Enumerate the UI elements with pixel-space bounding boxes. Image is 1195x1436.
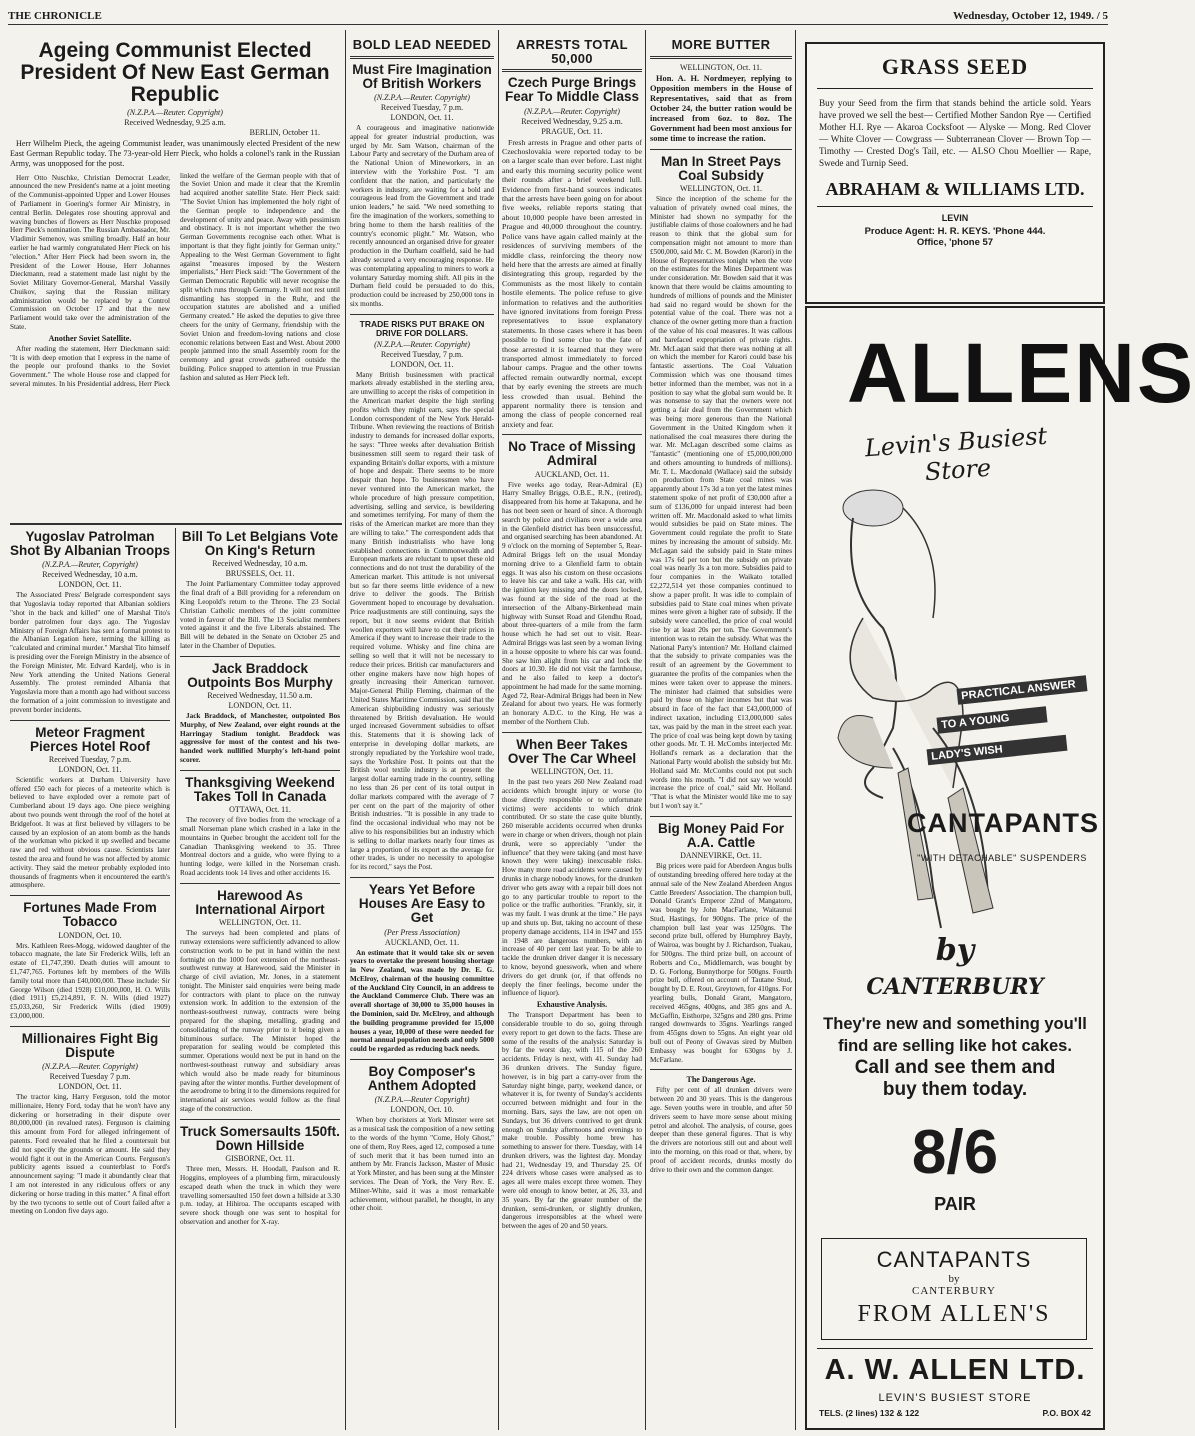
ad-by: by <box>935 933 975 968</box>
article-belgians <box>180 530 340 651</box>
article-harewood <box>180 889 340 1114</box>
dateline: OTTAWA, Oct. 11. <box>229 805 291 815</box>
beer-body-3: Fifty per cent of all drunken drivers were between 20 and 30 years. This is the dangerous age. Seven youths were in trouble, and after 50 drivers seem to have more sense about mixing petrol and alcohol. The analysis, of course, goes deeper than these general figures. That is why the drivers are notorious still out and about well into the morning, on this road or that, where, by proof of accident records, drunks mostly do drive to their own and the common danger. <box>650 1086 792 1174</box>
subhead: Exhaustive Analysis. <box>536 1000 608 1010</box>
pitch-line: buy them today. <box>882 1079 1028 1100</box>
dateline: DANNEVIRKE, Oct. 11. <box>680 851 762 861</box>
body: Big prices were paid for Aberdeen Angus bulls of outstanding breeding offered here today at the annual sale of the New Zealand Aberdeen Angus Cattle Breeders' Association. The champion bull, Donald Grant's Emperor 22nd of Mangatoro, was bought by John MacFarlane, Waitaunui Stud, Hastings, for 900gns. The price of the champion bull last year was 1250gns. The second prize bull, offered by Humphrey Bayly, of Wairoa, was bought by J. Richardson, Tuakau, for 500gns. The third prize bull, on account of Roberts and Co., Middlemarch, was bought by D. G. Forlong, Bunnythorpe for 500gns. Fourth prize bull, offered on account of Tautane Stud, bought by D. E. Rout, Greytown, for 410gns. For yearling bulls, Donald Grant, Mangatoro, received 465gns, 400gns, and 385 gns and A. McGaffin, Eisthorpe, 325gns and 280 gns. Prime ranged downwards to 35gns. Yearlings ranged from 455gns down to 55gns. An eight year old bull out of Peony of Gwavas sired by Mulben Embassy was bought for 630gns by J. McFarlane. <box>650 862 792 1064</box>
dateline: LONDON, Oct. 10. <box>58 930 122 940</box>
headline: Yugoslav Patrolman Shot By Albanian Troops <box>10 529 171 559</box>
dateline: LONDON, Oct. 10. <box>390 1105 454 1115</box>
column-rule <box>345 30 346 1430</box>
middle-column <box>350 38 494 1430</box>
pitch-line: They're new and something you'll <box>823 1015 1087 1033</box>
ad-box <box>821 1238 1087 1340</box>
credit: (N.Z.P.A.—Reuter. Copyright) <box>127 108 223 118</box>
headline: Millionaires Fight Big Dispute <box>21 1030 159 1060</box>
box-by: by <box>948 1273 960 1285</box>
credit: (N.Z.P.A.—Reuter. Copyright) <box>374 339 470 349</box>
ad-unit: PAIR <box>934 1194 976 1214</box>
pitch-line: Call and see them and <box>854 1057 1056 1078</box>
body: An estimate that it would take six or seven years to overtake the present housing shortage in New Zealand, was made by Dr. E. G. McElroy, chairman of the housing committee of the Auckland City Council, in an address to the Auckland Commerce Club. There was an overall shortage of 30,000 to 35,000 houses in the Dominion, said Dr. McElroy, and although the building programme provided for 15,000 houses a year, 10,000 of these were needed for normal annual population needs and only 5000 could be regarded as reducing back needs. <box>350 948 494 1054</box>
headline: Ageing Communist Elected President Of New East German Republic <box>20 39 330 107</box>
article-fortunes <box>10 901 170 1021</box>
received: Received Tuesday, 7 p.m. <box>380 349 464 359</box>
body-continued: After reading the statement, Herr Dieckmann said: "It is with deep emotion that I express in the name of the people our profound thanks to the Soviet Government." The whole House rose and clapped for several minutes. In his Presidential address, Herr Pieck linked the welfare of the German people with that of the Soviet Union and made it clear that the Kremlin had acquired another satellite State. Herr Pieck said: "The Soviet Union has implemented the holy right of the German people to independence and the development of unity and peace. Away with pessimism and obstinacy. It is not important whether the two German Governments recognise each other. What is important is that they fight jointly for German unity." Appealing to the West German Government to fight against "measures imposed by the Western imperialists," Herr Pieck said: "The Government of the German Democratic Republic will never recognise the split which runs through Germany. It will not rest until dismantling has stopped in the Ruhr, and the occupation statutes are abolished and a unified Germany created." He asked the deputies to give three cheers for the unity of Germany, friendship with the Soviet Union and freedom-loving nations and close economic relations between East and West. About 2000 people jammed into the small Assembly room for the ceremony and great crowds gathered outside the building. Police snapped to attention in true Prussian fashion and saluted as Herr Pieck left. <box>10 171 340 389</box>
banner-line: TO A YOUNG <box>936 706 1047 733</box>
dateline: LONDON, Oct. 11. <box>58 580 122 590</box>
ad-office: Office, 'phone 57 <box>916 237 994 248</box>
ad-title: GRASS SEED <box>881 54 1029 79</box>
box-maker: CANTERBURY <box>912 1285 996 1297</box>
paper-name: THE CHRONICLE <box>8 10 102 22</box>
box-from: FROM ALLEN'S <box>857 1301 1051 1327</box>
column-rule <box>498 30 499 1430</box>
body: In the past two years 260 New Zealand road accidents which brought injury or worse (to those directly responsible or to unfortunate victims) were accidents to which drink contributed. Or so state the case quite bluntly, 260 miserable accidents occurred when drunks were in charge or when drivers, though not plain drunk, were so appreciably "under the influence" that they were taking (and most have known they were taking) inexcusable risks. How many more road accidents were caused by drunks in charge nobody knows, for the drunken driver who gets away with a repair bill does not go to any particular trouble to report to the police or the traffic authorities. "Frankly, sir, it was my fault. I was drunk at the time." He pays up and shuts up. But, taking no account of these property damage accidents, 114 in 1947 and 155 in 1948 are dangerous numbers, with an increase of 40 per cent last year. To be able to tackle the drunken driver danger it is necessary to know, beyond guesswork, when and where drivers do get drunk (or, if that offends no deeply the finer feelings, become under the influence of liquor). <box>502 778 642 998</box>
received: Received Wednesday, 10 a.m. <box>42 570 138 580</box>
kicker: ARRESTS TOTAL 50,000 <box>516 37 628 66</box>
dateline: LONDON, Oct. 11. <box>58 1082 122 1092</box>
body: When boy choristers at York Minster were set as a musical task the composition of a new setting to the words of the hymn "Come, Holy Ghost," one of them, Roy Rees, aged 12, composed a tune of such merit that it has been turned into an anthem by Mr. Francis Jackson, Master of Music at York Minster, and has been sung at the Minster services. The Dean of York, the Very Rev. E. Milner-White, said it was a most remarkable achievement, without parallel, he thought, in any other choir. <box>350 1116 494 1213</box>
czech-column <box>502 38 642 1430</box>
received: Received Tuesday, 7 p.m. <box>48 754 132 764</box>
headline: Big Money Paid For A.A. Cattle <box>657 820 784 850</box>
received: Received Wednesday, 11.50 a.m. <box>207 691 313 701</box>
ad-maker: CANTERBURY <box>866 974 1044 1000</box>
ad-store: A. W. ALLEN LTD. <box>824 1354 1086 1386</box>
kicker: BOLD LEAD NEEDED <box>352 37 492 52</box>
headline: TRADE RISKS PUT BRAKE ON DRIVE FOR DOLLARS. <box>359 318 485 338</box>
credit: (N.Z.P.A.—Reuter. Copyright) <box>374 92 470 102</box>
body-continued: The Transport Department has been to considerable trouble to do so, going through every report to get down to the facts. These are some of the results of the analysis: Saturday is by far the worst day, with 115 of the 260 accidents. Friday is next, with 41. Sunday had 36 drunken drivers. The Sunday figure, however, is in big part a carry-over from the Saturday night binge, party, weekend dance, or whatever it is, for twenty of Sunday's accidents occurred between midnight and four in the morning. Bars, says the law, are not open on Sundays, but 36 drivers contrived to get drunk enough on Sunday afternoons and evenings to make trouble. Possibly home brew has something to answer for there. Tuesday, with 14 drunken drivers, was the lightest day. Monday had 21, Wednesday 19, and Thursday 25. Of 224 drivers whose cases were analysed as to ages all were males except three women. They were old enough to know better, at 26, 33, and 35 years. By far the greater number of the drunken, semi-drunken, or slightly drunken, dangerous irresponsibles at the wheel were between the ages of 20 and 50 years. <box>502 1011 642 1231</box>
ad-text: Buy your Seed from the firm that stands behind the article sold. Years have proved we sell the best— Certified Mother Sandon Rye — Certified Mother H.I. Rye — Akaroa Cocksfoot — Alyske — Mong. Red Clover — White Clover — Cowgrass — Subterranean Clover — Brown Top — Timothy — Crested Dog's Tail, etc. — ALSO Chou Moellier — Rape, Swede and Turnip Seed. <box>819 98 1091 168</box>
article-arrests <box>502 38 642 429</box>
left-column-a <box>10 530 170 1430</box>
dateline: WELLINGTON, Oct. 11. <box>531 767 613 777</box>
received: Received Tuesday, 7 p.m. <box>380 102 464 112</box>
ad-price: 8/6 <box>911 1118 999 1187</box>
ad-po-box: P.O. BOX 42 <box>1042 1408 1091 1418</box>
headline: Fortunes Made From Tobacco <box>23 900 157 930</box>
column-rule <box>645 30 646 1430</box>
headline: No Trace of Missing Admiral <box>508 439 636 469</box>
banner-line: LADY'S WISH <box>927 735 1068 766</box>
article-millionaires <box>10 1032 170 1217</box>
lead-paragraph: Herr Wilhelm Pieck, the ageing Communist leader, was unanimously elected President of the new East German Republic today. The 73-year-old Herr Pieck, who holds a colonel's rank in the Russian Army, was unopposed for the post. <box>10 139 340 168</box>
article-admiral <box>502 440 642 727</box>
masthead <box>8 10 1108 25</box>
ad-store-tag: LEVIN'S BUSIEST STORE <box>878 1392 1032 1404</box>
article-beer <box>502 738 642 1231</box>
headline: Meteor Fragment Pierces Hotel Roof <box>29 724 151 754</box>
body: A courageous and imaginative nationwide appeal for greater industrial production, was urged by Mr. Sam Watson, chairman of the Labour Party and secretary of the Durham area of the National Union of Mineworkers, in an interview with the Yorkshire Post. "I am confident that the nation, and particularly the workers in industry, are waiting for a bold and courageous lead from the Government and trade union leaders," he said. "We need something to fire the imagination of the workers, something to bring home to them the harsh realities of the country's economic plight." Mr. Watson, who recently announced an organised drive for greater production in the Durham coalfield, said he had already secured a very encouraging response. He was contemplating appealing to miners to work a voluntary Saturday morning shift. All pits in the Durham field could be persuaded to do this, production could be increased by 250,000 tons in six months. <box>350 123 494 308</box>
credit: (N.Z.P.A.—Reuter, Copyright) <box>42 560 138 570</box>
ad-product: CANTAPANTS <box>907 808 1099 838</box>
ad-feature: "WITH DETACHABLE" SUSPENDERS <box>917 853 1087 863</box>
body: The Joint Parliamentary Committee today approved the final draft of a Bill providing for a referendum on King Leopold's return to the Throne. The 23 Social Christian Catholic members of the joint committee voted in favour of the Bill. The 13 Socialist members voted against it and the five Liberals abstained. The Bill will be debated in the Senate on October 25 and later in the Chamber of Deputies. <box>180 580 340 650</box>
article-meteor <box>10 726 170 891</box>
dateline: LONDON, Oct. 11. <box>390 112 454 122</box>
ad-firm: ABRAHAM & WILLIAMS LTD. <box>825 179 1085 199</box>
dateline: WELLINGTON, Oct. 11. <box>680 183 762 193</box>
body: Many British businessmen with practical markets already established in the sterling area, are unwilling to accept the risks of competition in the American market despite the high sterling profits which they might earn, says the special London correspondent of the New York Herald-Tribune. When reviewing the reactions of British industry to demands for increased dollar exports, he says: "Three weeks after devaluation British businessmen still seem to regard their task of expanding Britain's dollar exports, with a mixture of hope and despair. There seems to be more despair than hope. To businessmen who have never ventured into the American market, the whole procedure of high pressure competition, advertising, selling and service, is bewildering and sometimes terrifying. For many of them the risks of the American market are more than they are willing to take." The correspondent adds that many British industrialists who have long established connections in Commonwealth and European markets are reluctant to upset these old connections and do not trust the durability of the American market. This attitude is not universal but so far there seems little evidence of a new drive to deliver the goods. The British Government hoped to encourage by devaluation. Price readjustments are still continuing, says the report, but it now seems evident that British woollen exporters will have to cut their prices in America if they want to increase their trade to the required volume. Whisky and fine china are selling so well that it will not be necessary to reduce their prices. British car manufacturers and other engine makers have now high hopes of greatly increasing their American turnover. Major-General Philip Fleming, chairman of the United States Maritime Commission, said that the American shipbuilding industry was seriously threatened by British devaluation. He would urged increased Government subsidies to offset this. Statements that it is showing lack of enterprise in developing dollar markets, are strongly repudiated by the Yorkshire wool trade, says the Yorkshire Post. It points out that the British wool textile industry is at present the largest dollar earning trade in the country, selling no less than 26 per cent of its total output in dollar markets compared with the average of 7 per cent on the part of the majority of other British industries. "It is possible in any trade to find the occasional individual who may not be alive to his responsibilities but an industry which is selling to dollar markets nearly four times as large a proportion of its export as the average for other trades, is under no necessity to apologise for its record," says the Post. <box>350 370 494 872</box>
credit: (N.Z.P.A.—Reuter. Copyright) <box>42 1062 138 1072</box>
article-houses <box>350 883 494 1054</box>
credit: (N.Z.P.A.—Reuter. Copyright) <box>524 106 620 116</box>
banner-line: PRACTICAL ANSWER <box>957 675 1088 705</box>
ad-banner <box>927 678 1087 763</box>
body: Jack Braddock, of Manchester, outpointed Bos Murphy, of New Zealand, over eight rounds at the Harringay Stadium tonight. Braddock was aggressive for most of the contest and his two-handed work nullified Murphy's left-hand point scorer. <box>180 712 340 765</box>
headline: Man In Street Pays Coal Subsidy <box>660 153 782 183</box>
article-pieck <box>10 40 340 520</box>
body: Since the inception of the scheme for the valuation of privately owned coal mines, the Minister had shown no sympathy for the justifiable claims of those coalowners and he had reason to think that the global sum for compensation might not amount to more than £500,000, said Mr. C. M. Bowden (Karori) in the House of Representatives tonight when the vote on the estimates for the Mines Department was under consideration. Mr. Bowden said that it was known that there would be claims amounting to hundreds of millions of pounds and the Minister had said no regard would be shown for the potential value of the coal. There was not a chance of the owner getting more than a fraction of the value of his coal measures. It was callous and barefaced expropriation of private rights. Mr. McLagan said that there was nothing at all on which the member for Karori could base his fantastic assertions. The Coal Valuation Commission which was one thousand times better informed than the member, was not in a position to say what the global sum would be. It was nonsense to say that the owners were not getting a fair deal from the Government which was being more generous than the National Government in the United Kingdom when it nationalised the coal measures there during the war. Mr. McLagan described some claims as "fantastic" (mentioning one of £5,000,000,000 and others amounting to hundreds of millions). Mr. T. L. Macdonald (Wallace) said the subsidy on production from State coal mines was apparently about 17s 3d a ton yet the latest mines statement spoke of net profit of £30,000 after a sum of £136,000 for unpaid interest had been written off. Mr. Macdonald asked to what limits would subsidies be paid on State mines. The Government could regulate the profit to State mines by increasing the amount of subsidy. Mr. McLagan said the subsidy paid in State mines was 17s 6d per ton but the subsidy on private coal was nearly 3s a ton more. Subsidies paid to four companies in the Waikato totalled £2,272,514 yet those companies continued to show a paper profit. It was idle to complain of subsidies paid to State coal mines when private mines were given a higher rate of subsidy. If the subsidy were cancelled, the price of coal would rise by at least 20s per ton. The Government's intention was to retain the subsidy. What was the National Party's intention? Mr. Holland claimed that the subsidy to private companies was the result of an agreement by the Government to guarantee the profits of the companies when the mines were taken over to appease the miners. The minister had claimed that subsidies were paid by those on higher incomes but that was absurd in face of the fact that £43,000,000 of indirect taxation, including £13,000,000 sales tax, was paid by the man in the street each year. The price of coal was being kept down by taxing other goods. Mr. T. H. McCombs interjected Mr. Holland's remark as a declaration that the National Party would abolish the subsidy but Mr. Holland said Mr. McCombs could not put such words into his mouth. "I did not say we would increase the price of coal," said Mr. Holland. "That is what the Minister would like me to say but I won't say it." <box>650 194 792 810</box>
dateline: WELLINGTON, Oct. 11. <box>219 918 301 928</box>
headline: Boy Composer's Anthem Adopted <box>367 1064 477 1094</box>
beer-subhead-2: The Dangerous Age. <box>686 1075 756 1085</box>
article-truck <box>180 1125 340 1227</box>
body: Fresh arrests in Prague and other parts of Czechoslovakia were reported today to be on a larger scale than ever before. Last night and early this morning security police went their rounds after a brief weekend lull. Evidence from first-hand sources indicates that the arrests have been going on for about five weeks, reliable reports stating that about 10,000 people have been arrested in Prague and 40,000 throughout the country. Police vans have again called mainly at the residences of surviving members of the middle class, reinforcing the theory now held here that the arrests are aimed at finally disintegrating this group, regarded by the Communists as the most likely to contain hostile elements. The police refuse to give information to relatives and the authorities have ignored invitations from foreign Press representatives to issue explanatory statements. In those cases where it has been possible to find some clue to the fate of those arrested it is learned that they were transported almost immediately to forced labour camps. Prague and the other towns affected remain outwardly normal, except that by early evening the streets are much less crowded than usual. Behind the apparent normality there is tension and among the class of people concerned real anxiety and fear. <box>502 137 642 429</box>
article-anthem <box>350 1065 494 1213</box>
received: Received Wednesday, 9.25 a.m. <box>124 118 226 128</box>
body: Five weeks ago today, Rear-Admiral (E) Harry Smalley Briggs, O.B.E., R.N., (retired), disappeared from his home at Takapuna, and he has not been seen or heard of since. A thorough search by police and civilians over a wide area in the Glenfield district has been unsuccessful, and organised searching has been abandoned. At 9 o'clock on the morning of September 5, Rear-Admiral Briggs left on the usual Monday morning drive to a Glenfield farm to obtain eggs. It was also his custom on these occasions to leave his car and take a walk. His car, with the ignition key missing and the doors locked, was found at the side of the road at the intersection of the Albany-Birkenhead main highway with Sunset Road and Glendhu Road, about three-quarters of a mile from the farm house which he had set out to visit. Rear-Admiral Briggs was last seen by a woman living in a house opposite to where his car was found. She saw him alight from his car and lock the doors at 10.30. He did not visit the farmhouse, and he also failed to keep a doctor's appointment he had made for the same morning. Aged 72, Rear-Admiral Briggs had been in New Zealand for about two years. He was formerly an honorary A.D.C. to the King. He was a member of the Northern Club. <box>502 480 642 727</box>
article-braddock <box>180 662 340 765</box>
headline: Bill To Let Belgians Vote On King's Return <box>181 529 339 559</box>
headline: When Beer Takes Over The Car Wheel <box>507 736 637 767</box>
ad-agent: Produce Agent: H. R. KEYS. 'Phone 444. <box>864 226 1046 237</box>
dateline: LONDON, Oct. 11. <box>390 359 454 369</box>
page-dateline: Wednesday, October 12, 1949. / 5 <box>952 10 1108 22</box>
ad-allens <box>805 306 1195 1430</box>
ad-pitch <box>807 1013 1103 1101</box>
box-product: CANTAPANTS <box>876 1247 1032 1272</box>
dateline: LONDON, Oct. 11. <box>228 701 292 711</box>
dateline: WELLINGTON, Oct. 11. <box>680 62 762 72</box>
body: The tractor king, Harry Ferguson, told the motor millionaire, Henry Ford, today that he won't have any dickering or horsetrading in their dispute over 80,000,000 (in revalued rates). Ferguson is claiming this amount from Ford for alleged infringement of patents. Ford revealed that he filed a countersuit but did not specify the grounds or amount. He said they would fight it out in the American Courts. Ferguson's publicity agents issued a counterblast to Ford's announcement saying: "I made it abundantly clear that I am not interested in any ridiculous offers or any dickering or horse trading in this matter." A final effort by the two tycoons to settle out of Court failed after a meeting on London five days ago. <box>10 1093 170 1216</box>
left-column-b <box>180 530 340 1430</box>
body: Herr Otto Nuschke, Christian Democrat Leader, announced the new President's name at a joint meeting of the Communist-appointed Upper and Lower Houses of Parliament in Goering's former Air Ministry, in central Berlin. Delegates rose shouting approval and waving bunches of flowers as Herr Nuschke proposed Herr Pieck's nomination. The Russian Ambassador, Mr. Vladimir Semenov, was smiling broadly. Half an hour earlier he had warmly congratulated Herr Pieck on his "election." After Herr Pieck had been sworn in, the President of the Lower House, Herr Johannes Dieckmann, read a statement made last night by the Soviet Military Governor-General, Marshal Vassily Chuikov, saying that the Russian military administration would be replaced by a Control Commission on October 17 and that the new Parliament would take over the administration of the State. <box>10 173 170 332</box>
divider <box>10 523 342 525</box>
dateline: LONDON, Oct. 11. <box>58 764 122 774</box>
dateline: BERLIN, October 11. <box>249 128 320 138</box>
dateline: BRUSSELS, Oct. 11. <box>225 569 295 579</box>
article-thanksgiving <box>180 776 340 878</box>
article-trade <box>350 320 494 872</box>
dateline: AUCKLAND, Oct. 11. <box>534 469 610 479</box>
article-albanian <box>10 530 170 715</box>
dateline: PRAGUE, Oct. 11. <box>541 126 603 136</box>
headline: Harewood As International Airport <box>195 887 325 917</box>
headline: Must Fire Imagination Of British Workers <box>352 61 492 91</box>
body: Hon. A. H. Nordmeyer, replying to Opposition members in the House of Representatives, said that as from October 24, the butter ration would be increased from 6oz. to 8oz. The Government had been most anxious for some time to increase the ration. <box>650 73 792 143</box>
article-lead <box>350 38 494 309</box>
ad-tels: TELS. (2 lines) 132 & 122 <box>819 1408 920 1418</box>
body: The recovery of five bodies from the wreckage of a small Norseman plane which crashed in a lake in the mountains in Quebec brought the accident toll for the Canadian Thanksgiving weekend to 35. Three Montreal doctors and a guide, who were flying to a hunting lodge, were killed in the Norseman crash. Road accidents took 14 lives and other accidents 16. <box>180 816 340 877</box>
right-news-column <box>650 38 792 1430</box>
received: Received Wednesday, 10 a.m. <box>212 559 308 569</box>
headline: Czech Purge Brings Fear To Middle Class <box>504 75 640 105</box>
credit: (Per Press Association) <box>384 927 460 937</box>
ad-slogan: Levin's Busiest Store <box>863 421 1049 487</box>
article-subsidy <box>650 155 792 811</box>
dateline: GISBORNE, Oct. 11. <box>225 1154 295 1164</box>
received: Received Wednesday, 9.25 a.m. <box>521 116 623 126</box>
headline: Years Yet Before Houses Are Easy to Get <box>358 881 486 926</box>
column-rule <box>795 30 796 1430</box>
ad-grass-seed <box>805 42 1105 304</box>
body: Mrs. Kathleen Rees-Mogg, widowed daughter of the tobacco magnate, the late Sir Frederick Wills, left an estate of £1,747,390. Death duties will amount to £1,747,765. Fortunes left by members of the Wills family total more than £40,000,000. These include: Sir George Wilson (died 1928) £10,000,000, H. O. Wills (died 1911) £5,214,891, F. N. Wills (died 1927) £5,033,260, Sir Frederick Wills (died 1909) £3,000,000. <box>10 941 170 1020</box>
pitch-line: find are selling like hot cakes. <box>838 1037 1072 1055</box>
body: Scientific workers at Durham University have offered £50 each for pieces of a meteorite which is believed to have exploded over a remote part of Cumberland about 19 days ago. One piece weighing about two pounds went through the roof of the hotel at Bridgefoot. It was at first believed by villagers to be caused by an explosion of an atom bomb as the hands of the workman who picked it up swelled and became raw and red without obvious cause. Scientists later tested the area and found he was not affected by atomic activity. They said the meteor probably exploded into thousands of fragments when it encountered the earth's atmosphere. <box>10 775 170 890</box>
ad-town: LEVIN <box>941 213 969 223</box>
body: Three men, Messrs. H. Hoodall, Paulson and R. Hoggins, employees of a plumbing firm, miraculously escaped death when the truck in which they were travelling somersaulted 150 feet down a hillside at 3.30 p.m. today, at Hihiroa. The occupants escaped with severe shock though one was sent to hospital for observation and another for X-ray. <box>180 1165 340 1226</box>
column-rule <box>175 528 176 1428</box>
ad-brand: ALLENS <box>847 326 1195 420</box>
headline: Thanksgiving Weekend Takes Toll In Canada <box>185 774 335 805</box>
kicker: MORE BUTTER <box>671 37 771 52</box>
article-cattle <box>650 822 792 1065</box>
headline: Jack Braddock Outpoints Bos Murphy <box>187 660 333 690</box>
received: Received Tuesday 7 p.m. <box>49 1072 131 1082</box>
article-butter <box>650 38 792 144</box>
subhead: Another Soviet Satellite. <box>48 333 132 343</box>
body: The surveys had been completed and plans of runway extensions were sufficiently advanced to allow construction work to be put in hand within the next fortnight on the 1000 foot extension of the northeast-southwest runway at Harewood, said the Minister in charge of civil aviation, Mr. Jones, in a statement tonight. The Minister said enquiries were being made for contractors with plant to place on the runway extension work. In addition to the extension of the northeast-southwest runway, contracts were being prepared for the shaping, metalling, grading and consolidating of the runway prior to it being given a bituminous surface. The Minister hoped the preparation for sealing would be completed this summer. Operations would next be put in hand on the northwest-southeast runway and subsidiary areas which would also be made ready for bituminous paving after the winter months. Further development of the aerodrome to bring it to the dimensions required for international air services would follow as the final stage of the construction. <box>180 929 340 1114</box>
credit: (N.Z.P.A.—Reuter Copyright) <box>374 1095 470 1105</box>
headline: Truck Somersaults 150ft. Down Hillside <box>180 1123 340 1154</box>
dateline: AUCKLAND, Oct. 11. <box>384 937 460 947</box>
body: The Associated Press' Belgrade correspondent says that Yugoslavia today reported that Albanian soldiers "shot in the back and killed" one of Marshal Tito's border patrolmen four days ago. The Yugoslav Ministry of Foreign Affairs has sent a formal protest to the Albanian Legation here, terming the killing as "calculated and criminal murder." Marshal Tito himself is presiding over the Foreign Ministry in the absence of the Foreign Minister, Mr. Edvard Kardelj, who is in New York attending the United Nations General Assembly. The protest reminded Albania that Yugoslavia more than a month ago had without success the formation of a joint commission to investigate and prevent border incidents. <box>10 591 170 714</box>
